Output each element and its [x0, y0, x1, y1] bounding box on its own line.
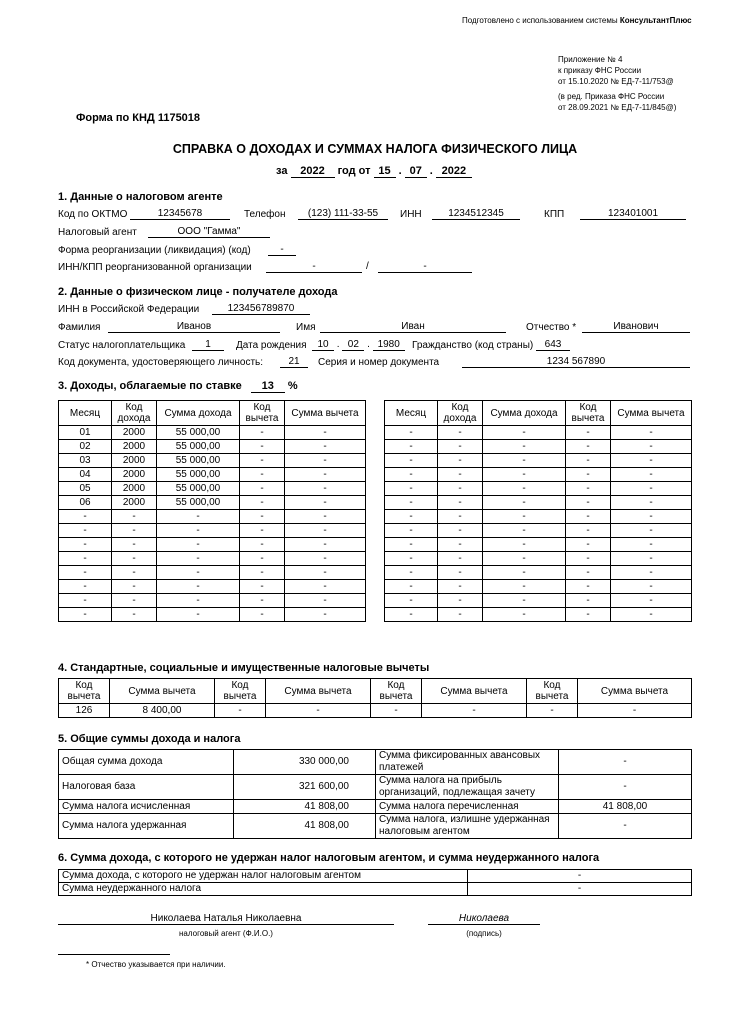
- doc-series-value: 1234 567890: [462, 356, 690, 368]
- cell-deduction-code: -: [566, 524, 611, 538]
- table-row: [385, 524, 692, 538]
- table-row: [385, 468, 692, 482]
- cell-income-sum: -: [483, 538, 566, 552]
- table-row: [385, 538, 692, 552]
- cell-income-code: -: [112, 608, 157, 622]
- reorg-inn-label: ИНН/КПП реорганизованной организации: [58, 262, 252, 273]
- cell-deduction-code: -: [240, 524, 285, 538]
- cell-income-code: -: [112, 580, 157, 594]
- total-label: Сумма фиксированных авансовых платежей: [376, 750, 559, 775]
- cell-deduction-sum: -: [611, 608, 692, 622]
- cell-income-sum: -: [483, 482, 566, 496]
- cell-deduction-sum: -: [611, 426, 692, 440]
- col-code: Код вычета: [527, 679, 578, 704]
- cell-income-code: -: [438, 594, 483, 608]
- table-row: [59, 870, 692, 883]
- cell-month: -: [59, 608, 112, 622]
- cell-income-sum: -: [483, 440, 566, 454]
- total-label: Общая сумма дохода: [59, 750, 234, 775]
- cell-income-sum: 55 000,00: [157, 468, 240, 482]
- cell-deduction-code: -: [566, 538, 611, 552]
- unwithheld-value: -: [468, 883, 692, 896]
- cell-month: -: [385, 566, 438, 580]
- cell-deduction-code: -: [240, 580, 285, 594]
- deduction-code: -: [215, 704, 266, 718]
- cell-income-sum: 55 000,00: [157, 454, 240, 468]
- cell-month: -: [59, 510, 112, 524]
- table-row: [385, 454, 692, 468]
- cell-deduction-code: -: [566, 440, 611, 454]
- cell-income-code: -: [112, 552, 157, 566]
- page-title: СПРАВКА О ДОХОДАХ И СУММАХ НАЛОГА ФИЗИЧЕСКОГО ЛИЦА: [172, 142, 578, 156]
- income-table-right: [384, 400, 692, 622]
- patronymic-value: Иванович: [582, 321, 690, 333]
- cell-income-sum: -: [157, 580, 240, 594]
- col-income-sum: Сумма дохода: [483, 401, 566, 426]
- table-row: [59, 750, 692, 775]
- cell-month: -: [385, 440, 438, 454]
- cell-income-sum: -: [157, 524, 240, 538]
- cell-income-sum: -: [483, 468, 566, 482]
- cell-month: -: [385, 552, 438, 566]
- section3-title: 3. Доходы, облагаемые по ставке 13 %: [58, 380, 298, 392]
- cell-deduction-code: -: [566, 552, 611, 566]
- total-value: -: [559, 775, 692, 800]
- total-value: 41 808,00: [559, 800, 692, 814]
- kpp-value: 123401001: [580, 208, 686, 220]
- cell-income-code: -: [112, 594, 157, 608]
- recipient-inn-label: ИНН в Российской Федерации: [58, 304, 200, 315]
- table-row: [59, 566, 366, 580]
- cell-income-code: 2000: [112, 468, 157, 482]
- col-month: Месяц: [385, 401, 438, 426]
- reorg-value: -: [268, 244, 296, 256]
- table-row: [59, 594, 366, 608]
- table-row: [385, 496, 692, 510]
- table-row: [59, 883, 692, 896]
- col-deduction-code: Код вычета: [566, 401, 611, 426]
- col-sum: Сумма вычета: [422, 679, 527, 704]
- table-row: [59, 775, 692, 800]
- cell-income-sum: -: [483, 566, 566, 580]
- oktmo-label: Код по ОКТМО: [58, 209, 128, 220]
- cell-month: -: [385, 594, 438, 608]
- cell-month: -: [59, 580, 112, 594]
- cell-deduction-code: -: [240, 608, 285, 622]
- deduction-code: -: [527, 704, 578, 718]
- cell-deduction-sum: -: [611, 496, 692, 510]
- cell-income-code: -: [438, 496, 483, 510]
- cell-deduction-sum: -: [285, 426, 366, 440]
- col-deduction-sum: Сумма вычета: [285, 401, 366, 426]
- cell-deduction-code: -: [240, 496, 285, 510]
- period-line: за 2022 год от 15 . 07 . 2022: [276, 165, 472, 178]
- cell-income-sum: -: [483, 552, 566, 566]
- unwithheld-value: -: [468, 870, 692, 883]
- cell-income-sum: 55 000,00: [157, 482, 240, 496]
- cell-deduction-code: -: [240, 426, 285, 440]
- total-label: Сумма налога на прибыль организаций, подлежащая зачету: [376, 775, 559, 800]
- table-row: [59, 440, 366, 454]
- cell-month: -: [59, 566, 112, 580]
- cell-deduction-code: -: [240, 510, 285, 524]
- phone-label: Телефон: [244, 209, 286, 220]
- table-row: [59, 468, 366, 482]
- patronymic-label: Отчество *: [526, 322, 577, 333]
- cell-income-sum: 55 000,00: [157, 426, 240, 440]
- cell-month: -: [385, 524, 438, 538]
- cell-deduction-code: -: [240, 468, 285, 482]
- birth-date: 10 . 02 . 1980: [312, 339, 405, 351]
- table-row: [385, 426, 692, 440]
- cell-deduction-code: -: [566, 468, 611, 482]
- deduction-sum: -: [578, 704, 692, 718]
- cell-deduction-code: -: [240, 440, 285, 454]
- cell-income-sum: -: [483, 580, 566, 594]
- cell-month: -: [59, 594, 112, 608]
- cell-income-sum: -: [157, 510, 240, 524]
- col-income-code: Код дохода: [112, 401, 157, 426]
- doc-code-label: Код документа, удостоверяющего личность:: [58, 357, 264, 368]
- cell-month: 01: [59, 426, 112, 440]
- cell-month: 02: [59, 440, 112, 454]
- agent-name-caption: налоговый агент (Ф.И.О.): [179, 929, 273, 938]
- cell-deduction-sum: -: [611, 580, 692, 594]
- status-value: 1: [192, 339, 224, 351]
- cell-deduction-sum: -: [285, 440, 366, 454]
- cell-deduction-sum: -: [611, 552, 692, 566]
- unwithheld-table: [58, 869, 692, 896]
- cell-month: -: [385, 608, 438, 622]
- table-row: [59, 552, 366, 566]
- cell-deduction-sum: -: [611, 538, 692, 552]
- cell-deduction-sum: -: [611, 468, 692, 482]
- citizenship-value: 643: [536, 339, 570, 351]
- table-row: [59, 580, 366, 594]
- cell-income-code: 2000: [112, 454, 157, 468]
- footnote-divider: [58, 954, 170, 955]
- cell-deduction-code: -: [240, 566, 285, 580]
- total-value: 321 600,00: [234, 775, 376, 800]
- cell-income-code: -: [112, 524, 157, 538]
- signature: Николаева: [428, 913, 540, 925]
- cell-income-code: -: [438, 552, 483, 566]
- cell-deduction-code: -: [566, 496, 611, 510]
- cell-income-code: -: [438, 454, 483, 468]
- total-value: 41 808,00: [234, 814, 376, 839]
- cell-deduction-code: -: [566, 482, 611, 496]
- deduction-sum: -: [422, 704, 527, 718]
- cell-deduction-sum: -: [285, 510, 366, 524]
- cell-month: 04: [59, 468, 112, 482]
- cell-deduction-code: -: [566, 566, 611, 580]
- agent-value: ООО "Гамма": [148, 226, 270, 238]
- cell-income-sum: -: [483, 524, 566, 538]
- col-sum: Сумма вычета: [110, 679, 215, 704]
- cell-income-code: -: [438, 510, 483, 524]
- cell-income-sum: -: [483, 496, 566, 510]
- section6-title: 6. Сумма дохода, с которого не удержан налог налоговым агентом, и сумма неудержанного налога: [58, 852, 600, 864]
- cell-income-sum: -: [157, 594, 240, 608]
- kpp-label: КПП: [544, 209, 565, 220]
- cell-deduction-code: -: [566, 608, 611, 622]
- section4-title: 4. Стандартные, социальные и имущественные налоговые вычеты: [58, 662, 430, 674]
- slash: /: [366, 261, 369, 272]
- col-month: Месяц: [59, 401, 112, 426]
- table-row: [59, 510, 366, 524]
- birth-label: Дата рождения: [236, 340, 307, 351]
- col-code: Код вычета: [371, 679, 422, 704]
- table-row: [59, 496, 366, 510]
- inn-value: 1234512345: [432, 208, 520, 220]
- inn-label: ИНН: [400, 209, 422, 220]
- deduction-code: -: [371, 704, 422, 718]
- table-row: [59, 426, 366, 440]
- col-income-sum: Сумма дохода: [157, 401, 240, 426]
- cell-deduction-code: -: [566, 594, 611, 608]
- section1-title: 1. Данные о налоговом агенте: [58, 191, 223, 203]
- total-label: Сумма налога, излишне удержанная налоговым агентом: [376, 814, 559, 839]
- agent-label: Налоговый агент: [58, 227, 137, 238]
- table-row: [59, 800, 692, 814]
- surname-value: Иванов: [108, 321, 280, 333]
- cell-deduction-code: -: [240, 482, 285, 496]
- section5-title: 5. Общие суммы дохода и налога: [58, 733, 241, 745]
- cell-income-code: 2000: [112, 440, 157, 454]
- cell-deduction-sum: -: [285, 566, 366, 580]
- col-deduction-sum: Сумма вычета: [611, 401, 692, 426]
- signature-caption: (подпись): [466, 929, 502, 938]
- cell-income-sum: -: [157, 608, 240, 622]
- total-value: -: [559, 814, 692, 839]
- total-label: Сумма налога исчисленная: [59, 800, 234, 814]
- cell-income-sum: 55 000,00: [157, 440, 240, 454]
- table-row: [385, 552, 692, 566]
- cell-income-sum: -: [483, 454, 566, 468]
- cell-income-code: -: [438, 608, 483, 622]
- col-income-code: Код дохода: [438, 401, 483, 426]
- cell-deduction-sum: -: [285, 468, 366, 482]
- cell-deduction-sum: -: [285, 538, 366, 552]
- table-row: [385, 594, 692, 608]
- cell-income-code: -: [438, 426, 483, 440]
- cell-income-code: -: [112, 510, 157, 524]
- deductions-table: [58, 678, 692, 718]
- cell-deduction-sum: -: [285, 594, 366, 608]
- system-note: Подготовлено с использованием системы КонсультантПлюс: [462, 16, 692, 25]
- form-code: Форма по КНД 1175018: [76, 112, 201, 124]
- citizenship-label: Гражданство (код страны): [412, 340, 534, 351]
- cell-income-code: -: [112, 566, 157, 580]
- cell-month: -: [385, 482, 438, 496]
- cell-deduction-sum: -: [285, 580, 366, 594]
- table-row: [59, 538, 366, 552]
- total-value: 41 808,00: [234, 800, 376, 814]
- cell-deduction-code: -: [240, 552, 285, 566]
- cell-deduction-sum: -: [285, 496, 366, 510]
- cell-income-code: 2000: [112, 496, 157, 510]
- total-label: Налоговая база: [59, 775, 234, 800]
- cell-income-sum: -: [157, 552, 240, 566]
- status-label: Статус налогоплательщика: [58, 340, 186, 351]
- deduction-code: 126: [59, 704, 110, 718]
- cell-income-code: -: [438, 538, 483, 552]
- cell-income-sum: -: [483, 608, 566, 622]
- table-row: [59, 454, 366, 468]
- cell-deduction-code: -: [566, 454, 611, 468]
- unwithheld-label: Сумма неудержанного налога: [59, 883, 468, 896]
- table-row: [59, 482, 366, 496]
- cell-month: -: [385, 454, 438, 468]
- cell-deduction-sum: -: [285, 482, 366, 496]
- col-deduction-code: Код вычета: [240, 401, 285, 426]
- total-label: Сумма налога перечисленная: [376, 800, 559, 814]
- cell-income-sum: -: [157, 566, 240, 580]
- col-sum: Сумма вычета: [578, 679, 692, 704]
- cell-month: -: [385, 580, 438, 594]
- cell-income-code: 2000: [112, 482, 157, 496]
- oktmo-value: 12345678: [130, 208, 230, 220]
- cell-month: -: [385, 538, 438, 552]
- cell-month: -: [59, 552, 112, 566]
- cell-income-code: -: [438, 482, 483, 496]
- cell-month: -: [385, 468, 438, 482]
- cell-income-sum: 55 000,00: [157, 496, 240, 510]
- cell-deduction-sum: -: [611, 524, 692, 538]
- cell-deduction-sum: -: [285, 454, 366, 468]
- col-code: Код вычета: [59, 679, 110, 704]
- cell-month: 05: [59, 482, 112, 496]
- cell-month: 06: [59, 496, 112, 510]
- cell-deduction-code: -: [566, 510, 611, 524]
- cell-income-sum: -: [483, 510, 566, 524]
- cell-income-code: -: [112, 538, 157, 552]
- table-row: [385, 510, 692, 524]
- cell-deduction-sum: -: [285, 524, 366, 538]
- total-value: -: [559, 750, 692, 775]
- col-sum: Сумма вычета: [266, 679, 371, 704]
- table-row: [59, 814, 692, 839]
- cell-deduction-code: -: [240, 538, 285, 552]
- section2-title: 2. Данные о физическом лице - получателе дохода: [58, 286, 338, 298]
- cell-income-code: -: [438, 566, 483, 580]
- cell-deduction-code: -: [240, 594, 285, 608]
- cell-income-sum: -: [483, 594, 566, 608]
- table-row: [385, 482, 692, 496]
- cell-deduction-sum: -: [285, 608, 366, 622]
- deduction-sum: -: [266, 704, 371, 718]
- cell-month: -: [59, 524, 112, 538]
- cell-deduction-sum: -: [611, 454, 692, 468]
- recipient-inn-value: 123456789870: [212, 303, 310, 315]
- doc-series-label: Серия и номер документа: [318, 357, 440, 368]
- name-label: Имя: [296, 322, 316, 333]
- table-row: [59, 704, 692, 718]
- table-row: [385, 440, 692, 454]
- phone-value: (123) 111-33-55: [298, 208, 388, 220]
- name-value: Иван: [320, 321, 506, 333]
- cell-month: -: [385, 496, 438, 510]
- cell-month: 03: [59, 454, 112, 468]
- cell-deduction-sum: -: [611, 440, 692, 454]
- col-code: Код вычета: [215, 679, 266, 704]
- doc-code-value: 21: [280, 356, 308, 368]
- reorg-label: Форма реорганизации (ликвидация) (код): [58, 245, 251, 256]
- table-row: [59, 608, 366, 622]
- total-value: 330 000,00: [234, 750, 376, 775]
- total-label: Сумма налога удержанная: [59, 814, 234, 839]
- totals-table: [58, 749, 692, 839]
- table-row: [385, 608, 692, 622]
- cell-month: -: [59, 538, 112, 552]
- surname-label: Фамилия: [58, 322, 101, 333]
- income-table-left: [58, 400, 366, 622]
- cell-deduction-code: -: [566, 426, 611, 440]
- cell-deduction-code: -: [240, 454, 285, 468]
- table-row: [59, 524, 366, 538]
- appendix-note: Приложение № 4 к приказу ФНС России от 15.10.2020 № ЕД-7-11/753@ (в ред. Приказа ФНС России от 28.09.2021 № ЕД-7-11/845@): [558, 55, 677, 112]
- deduction-sum: 8 400,00: [110, 704, 215, 718]
- unwithheld-label: Сумма дохода, с которого не удержан налог налоговым агентом: [59, 870, 468, 883]
- cell-income-code: 2000: [112, 426, 157, 440]
- cell-deduction-code: -: [566, 580, 611, 594]
- reorg-inn-value: -: [266, 261, 362, 273]
- cell-month: -: [385, 510, 438, 524]
- cell-deduction-sum: -: [611, 482, 692, 496]
- cell-income-sum: -: [157, 538, 240, 552]
- cell-income-code: -: [438, 580, 483, 594]
- cell-deduction-sum: -: [611, 566, 692, 580]
- cell-income-code: -: [438, 524, 483, 538]
- cell-deduction-sum: -: [611, 510, 692, 524]
- cell-income-code: -: [438, 468, 483, 482]
- cell-income-code: -: [438, 440, 483, 454]
- footnote: * Отчество указывается при наличии.: [86, 960, 226, 969]
- agent-name: Николаева Наталья Николаевна: [58, 913, 394, 925]
- reorg-kpp-value: -: [378, 261, 472, 273]
- cell-deduction-sum: -: [285, 552, 366, 566]
- cell-income-sum: -: [483, 426, 566, 440]
- cell-month: -: [385, 426, 438, 440]
- table-row: [385, 580, 692, 594]
- table-row: [385, 566, 692, 580]
- cell-deduction-sum: -: [611, 594, 692, 608]
